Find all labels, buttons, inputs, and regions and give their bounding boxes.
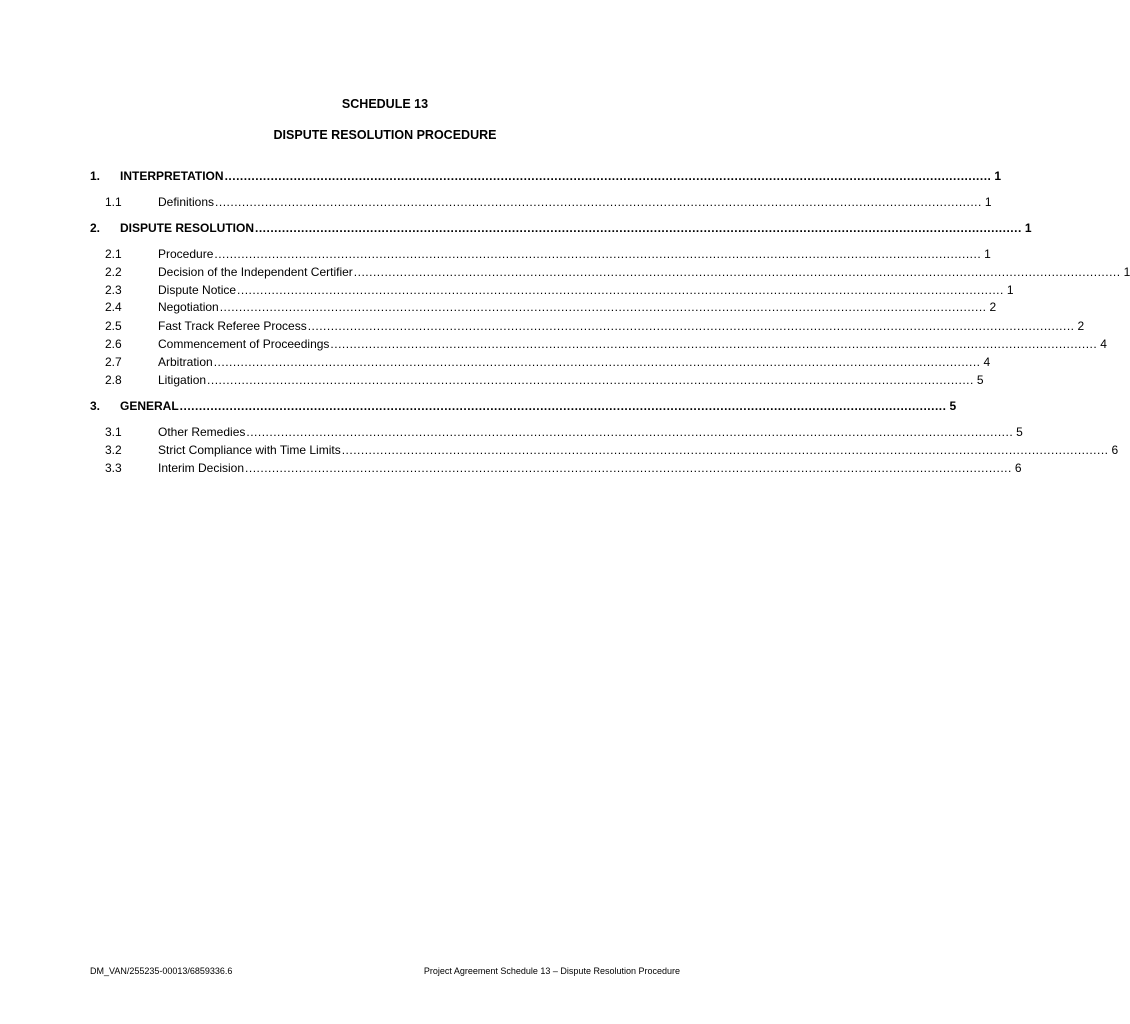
toc-item-number: 3.3 (105, 461, 122, 475)
toc-page-number: 4 (983, 355, 991, 369)
toc-item-number: 2.3 (105, 283, 122, 297)
toc-item-arbitration[interactable] (90, 354, 991, 370)
toc-item-title: Interim Decision (158, 461, 245, 475)
dot-leader: ........................................................................................................................................................................................................ (215, 195, 982, 209)
toc-item-negotiation[interactable] (90, 299, 997, 315)
toc-item-decision-independent-certifier[interactable] (90, 264, 1130, 280)
toc-section-title: DISPUTE RESOLUTION (120, 221, 255, 235)
toc-item-title: Litigation (158, 373, 207, 387)
toc-section-title: INTERPRETATION (120, 169, 224, 183)
dot-leader: ........................................................................................................................................................................................................ (213, 355, 981, 369)
dot-leader: ........................................................................................................................................................................................................ (237, 283, 1004, 297)
toc-item-title: Commencement of Proceedings (158, 337, 330, 351)
toc-item-title: Definitions (158, 195, 215, 209)
toc-page-number: 1 (1123, 265, 1130, 279)
footer-document-name: Project Agreement Schedule 13 – Dispute Resolution Procedure (423, 966, 680, 976)
toc-page-number: 1 (984, 195, 992, 209)
toc-item-number: 3.1 (105, 425, 122, 439)
toc-page-number: 1 (994, 169, 1002, 183)
toc-item-number: 2.5 (105, 319, 122, 333)
toc-page-number: 5 (1016, 425, 1023, 439)
toc-item-number: 2.7 (105, 355, 122, 369)
toc-page-number: 5 (949, 399, 957, 413)
toc-page-number: 2 (1077, 319, 1085, 333)
toc-section-general[interactable] (90, 398, 957, 414)
toc-item-definitions[interactable] (90, 194, 992, 210)
toc-section-dispute-resolution[interactable] (90, 220, 1032, 236)
dot-leader: ........................................................................................................................................................................................................ (214, 247, 982, 261)
dot-leader: ........................................................................................................................................................................................................ (179, 399, 947, 413)
toc-page-number: 4 (1100, 337, 1107, 351)
toc-item-strict-compliance[interactable] (90, 442, 1119, 458)
dot-leader: ........................................................................................................................................................................................................ (219, 300, 987, 314)
toc-page-number: 6 (1014, 461, 1022, 475)
toc-item-title: Arbitration (158, 355, 213, 369)
toc-item-commencement-of-proceedings[interactable] (90, 336, 1107, 352)
dot-leader: ........................................................................................................................................................................................................ (246, 425, 1014, 439)
toc-page-number: 5 (976, 373, 984, 387)
toc-item-number: 2.2 (105, 265, 122, 279)
toc-item-fast-track-referee[interactable] (90, 318, 1085, 334)
footer-document-id: DM_VAN/255235-00013/6859336.6 (90, 966, 233, 976)
toc-page-number: 2 (989, 300, 997, 314)
toc-item-title: Procedure (158, 247, 214, 261)
toc-page-number: 6 (1111, 443, 1119, 457)
toc-section-number: 2. (90, 221, 101, 235)
schedule-title: SCHEDULE 13 (341, 97, 429, 111)
toc-item-title: Dispute Notice (158, 283, 237, 297)
toc-item-number: 1.1 (105, 195, 122, 209)
toc-item-title: Decision of the Independent Certifier (158, 265, 353, 279)
toc-section-title: GENERAL (120, 399, 179, 413)
dot-leader: ........................................................................................................................................................................................................ (341, 443, 1109, 457)
dot-leader: ........................................................................................................................................................................................................ (207, 373, 974, 387)
toc-page-number: 1 (1024, 221, 1032, 235)
toc-item-number: 2.6 (105, 337, 122, 351)
toc-section-number: 3. (90, 399, 101, 413)
dot-leader: ........................................................................................................................................................................................................ (330, 337, 1098, 351)
toc-item-number: 2.8 (105, 373, 122, 387)
toc-item-title: Negotiation (158, 300, 219, 314)
toc-item-litigation[interactable] (90, 372, 984, 388)
document-title: DISPUTE RESOLUTION PROCEDURE (273, 128, 497, 142)
toc-item-number: 2.4 (105, 300, 122, 314)
toc-item-title: Strict Compliance with Time Limits (158, 443, 341, 457)
toc-item-number: 3.2 (105, 443, 122, 457)
dot-leader: ........................................................................................................................................................................................................ (307, 319, 1075, 333)
dot-leader: ........................................................................................................................................................................................................ (224, 169, 992, 183)
dot-leader: ........................................................................................................................................................................................................ (245, 461, 1012, 475)
toc-item-procedure[interactable] (90, 246, 991, 262)
dot-leader: ........................................................................................................................................................................................................ (255, 221, 1022, 235)
toc-item-title: Other Remedies (158, 425, 246, 439)
toc-item-title: Fast Track Referee Process (158, 319, 307, 333)
toc-section-interpretation[interactable] (90, 168, 1002, 184)
toc-page-number: 1 (1006, 283, 1014, 297)
toc-page-number: 1 (984, 247, 991, 261)
toc-item-other-remedies[interactable] (90, 424, 1023, 440)
toc-item-dispute-notice[interactable] (90, 282, 1014, 298)
toc-item-interim-decision[interactable] (90, 460, 1022, 476)
toc-item-number: 2.1 (105, 247, 122, 261)
dot-leader: ........................................................................................................................................................................................................ (353, 265, 1121, 279)
toc-section-number: 1. (90, 169, 101, 183)
